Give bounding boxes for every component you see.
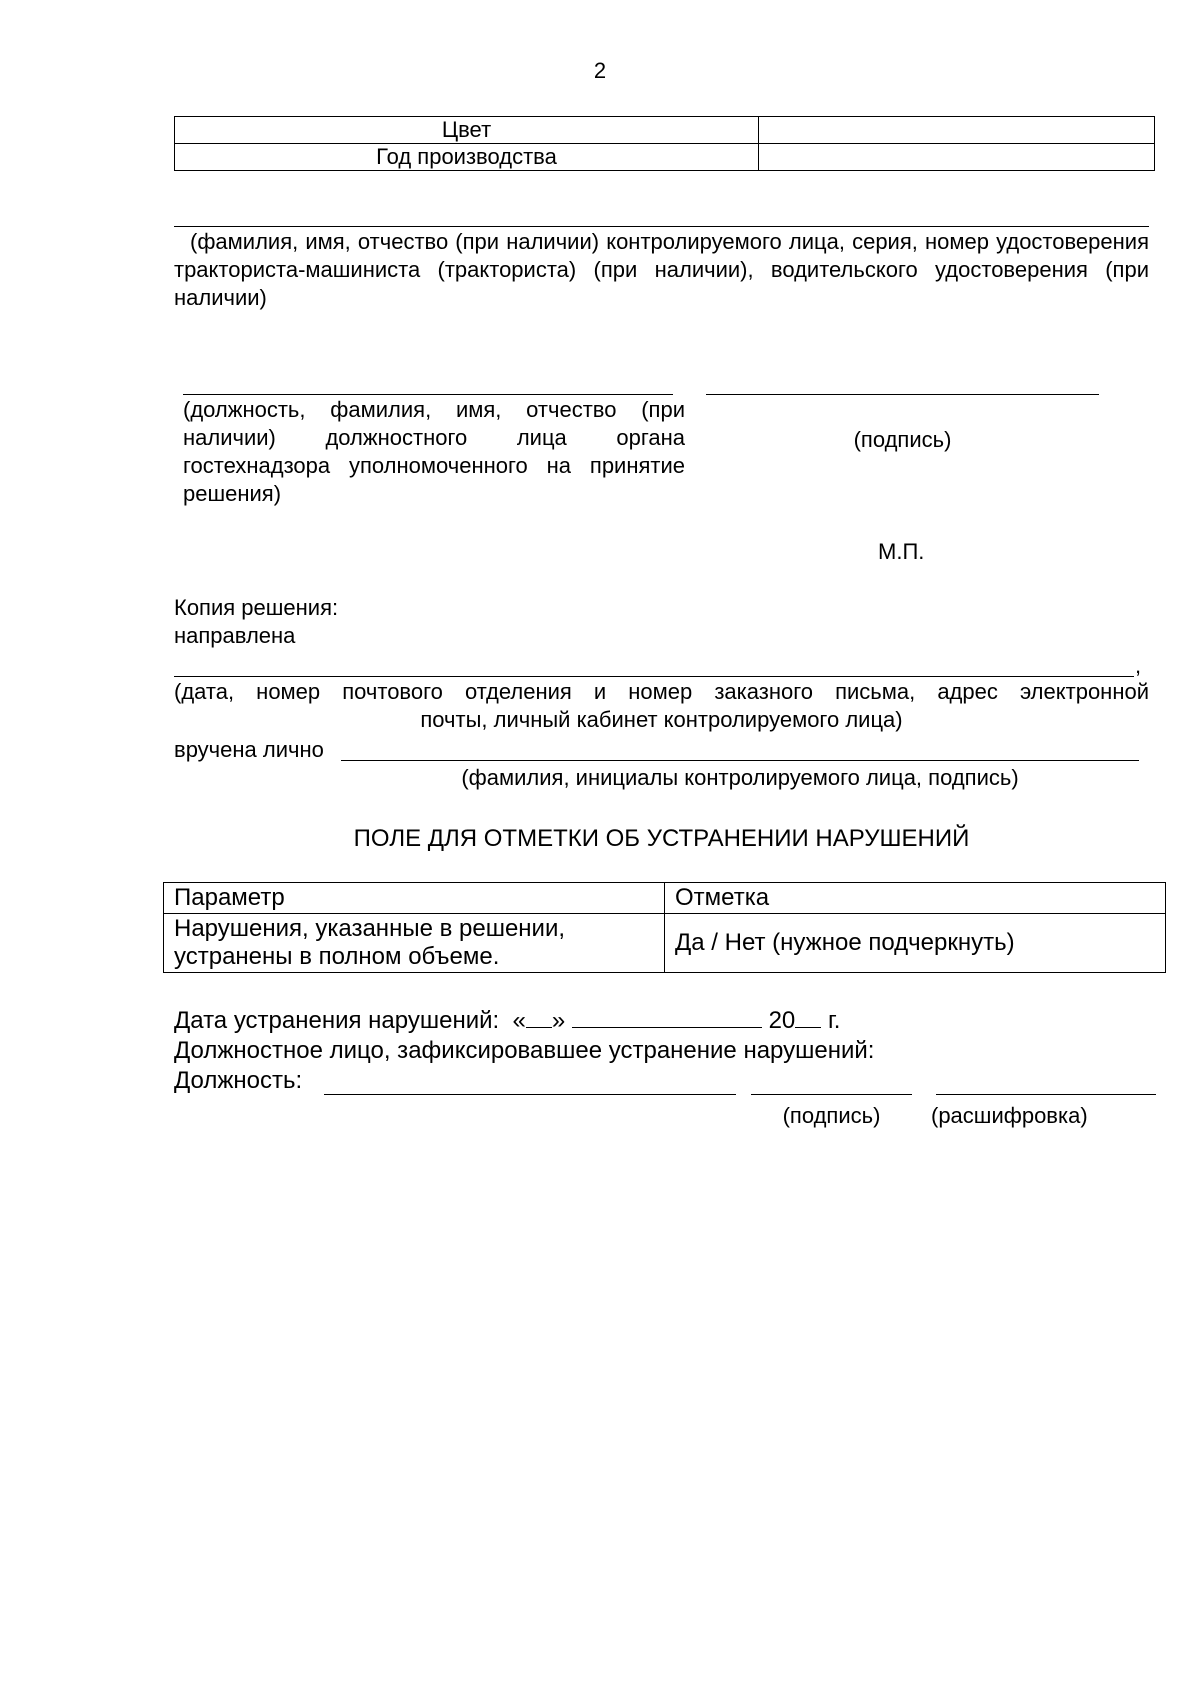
copy-label: Копия решения: <box>174 595 339 620</box>
position-line <box>324 1094 736 1095</box>
signature-caption: (подпись) <box>853 427 952 452</box>
signature-line <box>706 394 1099 395</box>
bottom-signature-line <box>751 1094 912 1095</box>
official-caption: (должность, фамилия, имя, отчество (при наличии) должностного лица органа гостехнадзора уполномоченного на принятие решения) <box>183 397 685 506</box>
parameter-cell <box>164 914 665 973</box>
sent-caption-line1: (дата, номер почтового отделения и номер заказного письма, адрес электронной <box>174 679 1149 704</box>
parameter-line1: Нарушения, указанные в решении, <box>174 915 566 942</box>
sent-caption-line2: почты, личный кабинет контролируемого лица) <box>420 707 903 732</box>
sent-line <box>174 676 1134 677</box>
table-row <box>164 914 1166 973</box>
sent-comma: , <box>1135 653 1142 678</box>
production-year-label: Год производства <box>175 144 759 171</box>
delivered-label: вручена лично <box>174 737 324 762</box>
day-quote-close: » <box>551 1007 566 1034</box>
mark-header: Отметка <box>665 883 1166 914</box>
year-blank <box>795 1007 821 1028</box>
table-row <box>164 883 1166 914</box>
stamp-mark: М.П. <box>878 539 925 564</box>
official-fixed-label: Должностное лицо, зафиксировавшее устранение нарушений: <box>174 1037 875 1064</box>
year-prefix: 20 <box>768 1007 796 1034</box>
delivered-line <box>341 760 1139 761</box>
remarks-title: ПОЛЕ ДЛЯ ОТМЕТКИ ОБ УСТРАНЕНИИ НАРУШЕНИЙ <box>353 825 970 852</box>
vehicle-table <box>174 116 1155 171</box>
elimination-date-row <box>174 1006 840 1036</box>
delivered-caption: (фамилия, инициалы контролируемого лица, подпись) <box>461 765 1019 790</box>
decoding-line <box>936 1094 1156 1095</box>
day-blank <box>526 1007 552 1028</box>
decoding-caption: (расшифровка) <box>931 1103 1088 1128</box>
day-quote-open: « <box>512 1007 526 1034</box>
bottom-signature-caption: (подпись) <box>782 1103 881 1128</box>
page-number: 2 <box>593 58 607 83</box>
month-blank <box>572 1007 762 1028</box>
parameter-line2: устранены в полном объеме. <box>174 943 500 970</box>
elimination-date-label: Дата устранения нарушений: <box>174 1007 500 1034</box>
official-line <box>183 394 673 395</box>
sent-label: направлена <box>174 623 296 648</box>
color-value <box>759 117 1155 144</box>
mark-cell: Да / Нет (нужное подчеркнуть) <box>665 914 1166 973</box>
production-year-value <box>759 144 1155 171</box>
color-label: Цвет <box>175 117 759 144</box>
controlled-person-line <box>174 226 1149 227</box>
year-suffix: г. <box>827 1007 841 1034</box>
table-row <box>175 117 1155 144</box>
controlled-person-caption: (фамилия, имя, отчество (при наличии) контролируемого лица, серия, номер удостоверения тракториста-машиниста (тракториста) (при наличии), водительского удостоверения (при наличии) <box>174 229 1149 310</box>
table-row <box>175 144 1155 171</box>
parameter-header: Параметр <box>164 883 665 914</box>
remarks-table <box>163 882 1166 973</box>
position-label: Должность: <box>174 1067 303 1094</box>
